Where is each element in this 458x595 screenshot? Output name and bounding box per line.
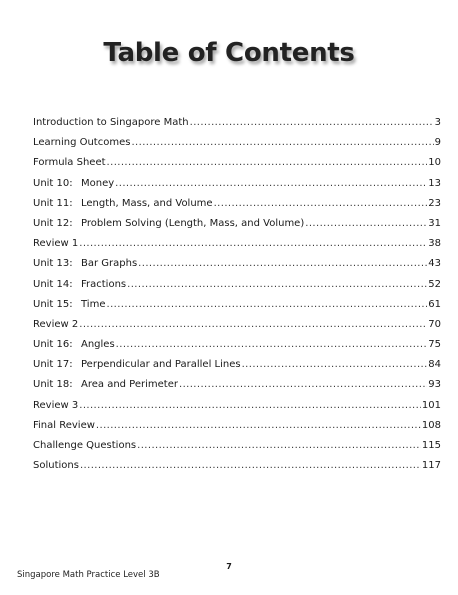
toc-entry: [33, 319, 441, 339]
footer-book-title: Singapore Math Practice Level 3B: [17, 570, 160, 580]
toc-entry-label: Angles: [81, 339, 115, 351]
footer-page-number: 7: [226, 562, 232, 571]
toc-entry: [33, 299, 441, 319]
toc-entry-page: 70: [428, 318, 441, 330]
toc-entry-unit: Unit 12:: [33, 217, 73, 229]
toc-dot-leader: [137, 440, 421, 451]
toc-entry-page: 31: [428, 217, 441, 229]
toc-entry-page: 84: [428, 359, 441, 371]
toc-entry-label: Review 1: [33, 238, 79, 250]
toc-entry-label: Area and Perimeter: [81, 379, 178, 391]
toc-entry-label: Learning Outcomes: [33, 137, 131, 149]
toc-dot-leader: [131, 137, 433, 148]
toc-entry-page: 75: [428, 339, 441, 351]
toc-entry-page: 52: [428, 278, 441, 290]
toc-entry: [33, 379, 441, 399]
toc-entry-page: 117: [421, 460, 441, 472]
toc-dot-leader: [106, 299, 427, 310]
toc-entry-page: 101: [421, 399, 441, 411]
toc-entry-page: 38: [428, 238, 441, 250]
toc-dot-leader: [79, 238, 427, 249]
toc-dot-leader: [79, 319, 427, 330]
toc-entry-unit: Unit 18:: [33, 379, 73, 391]
toc-entry-unit: Unit 17:: [33, 359, 73, 371]
toc-entry-label: Formula Sheet: [33, 157, 106, 169]
toc-entry: [33, 359, 441, 379]
toc-entry-unit: Unit 13:: [33, 258, 73, 270]
toc-entry-label: Bar Graphs: [81, 258, 138, 270]
toc-dot-leader: [190, 117, 434, 128]
toc-dot-leader: [138, 258, 427, 269]
toc-entry: [33, 258, 441, 278]
toc-entry-unit: Unit 14:: [33, 278, 73, 290]
toc-entry-label: Perpendicular and Parallel Lines: [81, 359, 241, 371]
toc-dot-leader: [179, 379, 427, 390]
toc-entry-label: Challenge Questions: [33, 440, 137, 451]
toc-entry-page: 3: [434, 117, 441, 128]
toc-dot-leader: [305, 218, 427, 229]
toc-entry: [33, 420, 441, 440]
toc-entry: [33, 460, 441, 480]
toc-entry-label: Problem Solving (Length, Mass, and Volume): [81, 217, 305, 229]
toc-entry-page: 93: [428, 379, 441, 391]
toc-entry-label: Money: [81, 177, 115, 189]
toc-entry-unit: Unit 16:: [33, 339, 73, 351]
toc-entry-page: 13: [428, 177, 441, 189]
page-title: Table of Contents: [103, 38, 355, 68]
toc-entry: [33, 157, 441, 177]
toc-entry: [33, 117, 441, 137]
toc-dot-leader: [242, 359, 428, 370]
toc-entry: [33, 279, 441, 299]
toc-dot-leader: [116, 339, 428, 350]
toc-entry-unit: Unit 11:: [33, 197, 73, 209]
toc-entry-page: 10: [428, 157, 441, 169]
toc-entry: [33, 400, 441, 420]
toc-entry-unit: Unit 10:: [33, 177, 73, 189]
toc-entry: [33, 198, 441, 218]
table-of-contents: [33, 117, 441, 480]
toc-entry-page: 23: [428, 197, 441, 209]
toc-entry-page: 108: [421, 419, 441, 431]
toc-entry-unit: Unit 15:: [33, 298, 73, 310]
toc-entry-label: Final Review: [33, 419, 95, 431]
toc-entry: [33, 238, 441, 258]
toc-entry-label: Fractions: [81, 278, 127, 290]
toc-dot-leader: [214, 198, 428, 209]
toc-entry-label: Length, Mass, and Volume: [81, 197, 213, 209]
toc-entry-label: Introduction to Singapore Math: [33, 117, 189, 128]
toc-dot-leader: [79, 400, 421, 411]
toc-entry-page: 115: [421, 440, 441, 451]
toc-entry: [33, 440, 441, 460]
toc-entry-label: Solutions: [33, 460, 79, 472]
toc-dot-leader: [96, 420, 421, 431]
toc-entry-page: 9: [434, 137, 441, 149]
toc-entry-page: 43: [428, 258, 441, 270]
toc-entry: [33, 137, 441, 157]
toc-dot-leader: [115, 178, 427, 189]
toc-entry: [33, 218, 441, 238]
toc-entry: [33, 339, 441, 359]
toc-entry: [33, 178, 441, 198]
toc-entry-label: Review 2: [33, 318, 79, 330]
toc-entry-label: Review 3: [33, 399, 79, 411]
toc-dot-leader: [80, 460, 421, 471]
toc-entry-label: Time: [81, 298, 106, 310]
toc-dot-leader: [127, 279, 427, 290]
toc-entry-page: 61: [428, 298, 441, 310]
toc-dot-leader: [107, 157, 428, 168]
